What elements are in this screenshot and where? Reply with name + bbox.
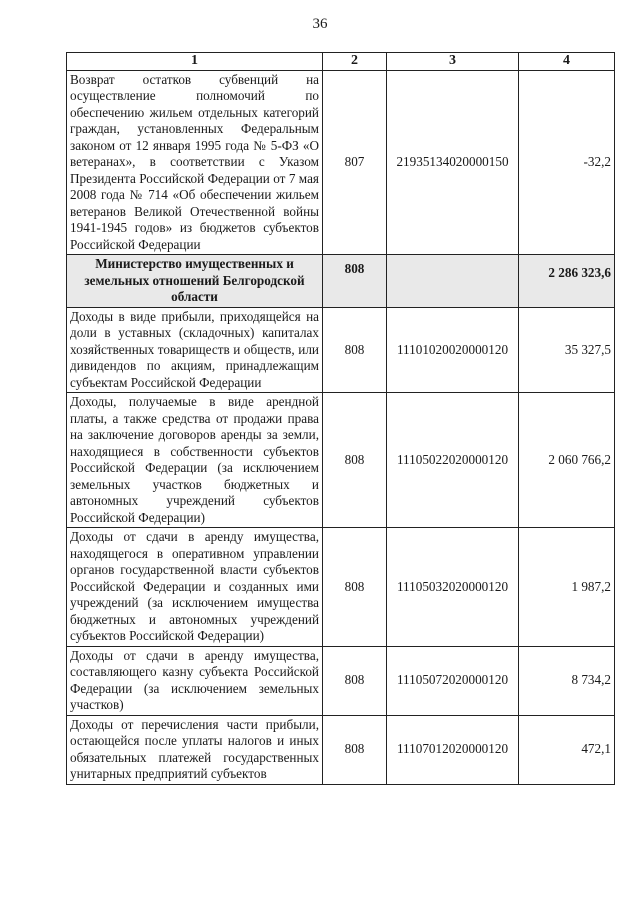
row-amount: -32,2 xyxy=(519,70,615,255)
row-description: Доходы от сдачи в аренду имущества, составляющего казну субъекта Российской Федерации (за исключением земельных участков) xyxy=(67,646,323,715)
row-amount: 1 987,2 xyxy=(519,528,615,647)
row-admin-code: 807 xyxy=(323,70,387,255)
row-admin-code: 808 xyxy=(323,715,387,784)
ministry-name: Министерство имущественных и земельных отношений Белгородской области xyxy=(67,255,323,308)
header-col-1: 1 xyxy=(67,53,323,71)
ministry-budget-class-code xyxy=(387,255,519,308)
table-row xyxy=(67,70,615,255)
row-description: Доходы, получаемые в виде арендной платы, а также средства от продажи права на заключение договоров аренды за земли, находящиеся в собственности субъектов Российской Федерации (за исключением земельных участков бюджетных и автономных учреждений субъектов Российской Федерации) xyxy=(67,393,323,528)
row-admin-code: 808 xyxy=(323,307,387,393)
row-amount: 8 734,2 xyxy=(519,646,615,715)
table-row xyxy=(67,307,615,393)
row-budget-class-code: 11105032020000120 xyxy=(387,528,519,647)
ministry-total-amount: 2 286 323,6 xyxy=(519,255,615,308)
row-budget-class-code: 11107012020000120 xyxy=(387,715,519,784)
row-amount: 2 060 766,2 xyxy=(519,393,615,528)
table-header-row xyxy=(67,53,615,71)
header-col-2: 2 xyxy=(323,53,387,71)
row-amount: 35 327,5 xyxy=(519,307,615,393)
row-amount: 472,1 xyxy=(519,715,615,784)
page-number: 36 xyxy=(312,16,328,32)
row-admin-code: 808 xyxy=(323,646,387,715)
table-row xyxy=(67,715,615,784)
header-col-4: 4 xyxy=(519,53,615,71)
ministry-code: 808 xyxy=(323,255,387,308)
row-admin-code: 808 xyxy=(323,528,387,647)
row-description: Возврат остатков субвенций на осуществление полномочий по обеспечению жильем отдельных категорий граждан, установленных Федеральным законом от 12 января 1995 года № 5-ФЗ «О ветеранах», в соответствии с Указом Президента Российской Федерации от 7 мая 2008 года № 714 «Об обеспечении жильем ветеранов Великой Отечественной войны 1941-1945 годов» из бюджетов субъектов Российской Федерации xyxy=(67,70,323,255)
row-budget-class-code: 21935134020000150 xyxy=(387,70,519,255)
header-col-3: 3 xyxy=(387,53,519,71)
row-description: Доходы от сдачи в аренду имущества, находящегося в оперативном управлении органов государственной власти субъектов Российской Федерации и созданных ими учреждений (за исключением имущества бюджетных и автономных учреждений субъектов Российской Федерации) xyxy=(67,528,323,647)
row-budget-class-code: 11105072020000120 xyxy=(387,646,519,715)
table-row xyxy=(67,646,615,715)
row-admin-code: 808 xyxy=(323,393,387,528)
row-description: Доходы в виде прибыли, приходящейся на доли в уставных (складочных) капиталах хозяйственных товариществ и обществ, или дивидендов по акциям, принадлежащим субъектам Российской Федерации xyxy=(67,307,323,393)
table-row xyxy=(67,528,615,647)
row-description: Доходы от перечисления части прибыли, остающейся после уплаты налогов и иных обязательных платежей государственных унитарных предприятий субъектов xyxy=(67,715,323,784)
ministry-row xyxy=(67,255,615,308)
budget-revenue-table xyxy=(66,52,615,785)
table-row xyxy=(67,393,615,528)
row-budget-class-code: 11101020020000120 xyxy=(387,307,519,393)
row-budget-class-code: 11105022020000120 xyxy=(387,393,519,528)
